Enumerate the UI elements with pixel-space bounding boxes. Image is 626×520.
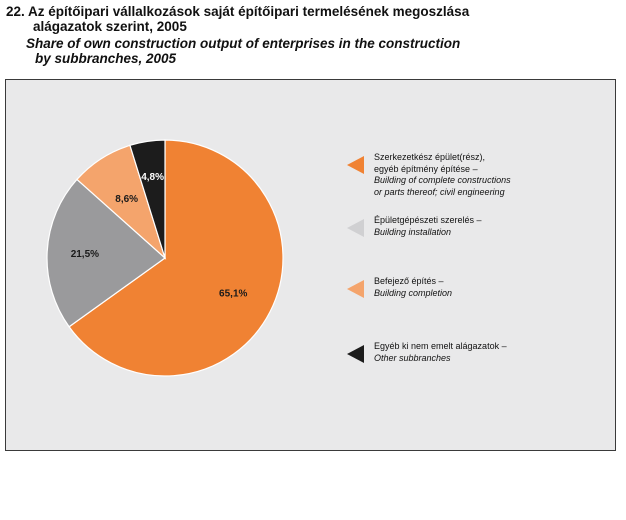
legend-marker-black-icon	[345, 343, 367, 365]
legend-label-en: Building installation	[374, 226, 452, 237]
chart-panel	[5, 79, 616, 451]
legend-marker-orange-icon	[345, 154, 367, 176]
legend-marker-shape	[347, 156, 364, 174]
title-hu-line1: 22. Az építőipari vállalkozások saját építőipari termelésének megoszlása	[6, 4, 470, 19]
legend-marker-shape	[347, 345, 364, 363]
legend-label-hu: Épületgépészeti szerelés –	[374, 215, 482, 225]
pie-value-label: 65,1%	[219, 288, 248, 300]
legend-marker-light-orange-icon	[345, 278, 367, 300]
pie-value-label: 21,5%	[70, 249, 100, 261]
legend-marker-shape	[347, 219, 364, 237]
legend-label-hu-line2: egyéb építmény építése –	[374, 163, 478, 174]
pie-value-label: 4,8%	[141, 171, 164, 183]
legend-label-en: Building completion	[374, 287, 453, 298]
title-en-line1: Share of own construction output of enterprises in the construction	[26, 36, 461, 51]
title-hu-line2: alágazatok szerint, 2005	[33, 19, 187, 34]
title-en-line2: by subbranches, 2005	[35, 51, 177, 66]
chart-title-block	[6, 4, 616, 66]
legend-text	[374, 276, 452, 299]
pie-chart	[6, 80, 615, 450]
title-hungarian	[6, 4, 616, 34]
legend-text	[374, 152, 511, 198]
legend-text	[374, 341, 507, 364]
legend-text	[374, 215, 482, 238]
legend-label-hu: Befejező építés –	[374, 276, 444, 286]
legend-label-en: Other subbranches	[374, 352, 451, 363]
legend-label-hu: Egyéb ki nem emelt alágazatok –	[374, 341, 507, 351]
legend-label-en-line2: or parts thereof; civil engineering	[374, 186, 505, 197]
legend-label-en: Building of complete constructions	[374, 175, 511, 185]
legend-marker-gray-icon	[345, 217, 367, 239]
pie-value-label: 8,6%	[115, 193, 139, 205]
legend-label-hu: Szerkezetkész épület(rész),	[374, 152, 486, 162]
legend-marker-shape	[347, 280, 364, 298]
title-english	[26, 36, 616, 66]
